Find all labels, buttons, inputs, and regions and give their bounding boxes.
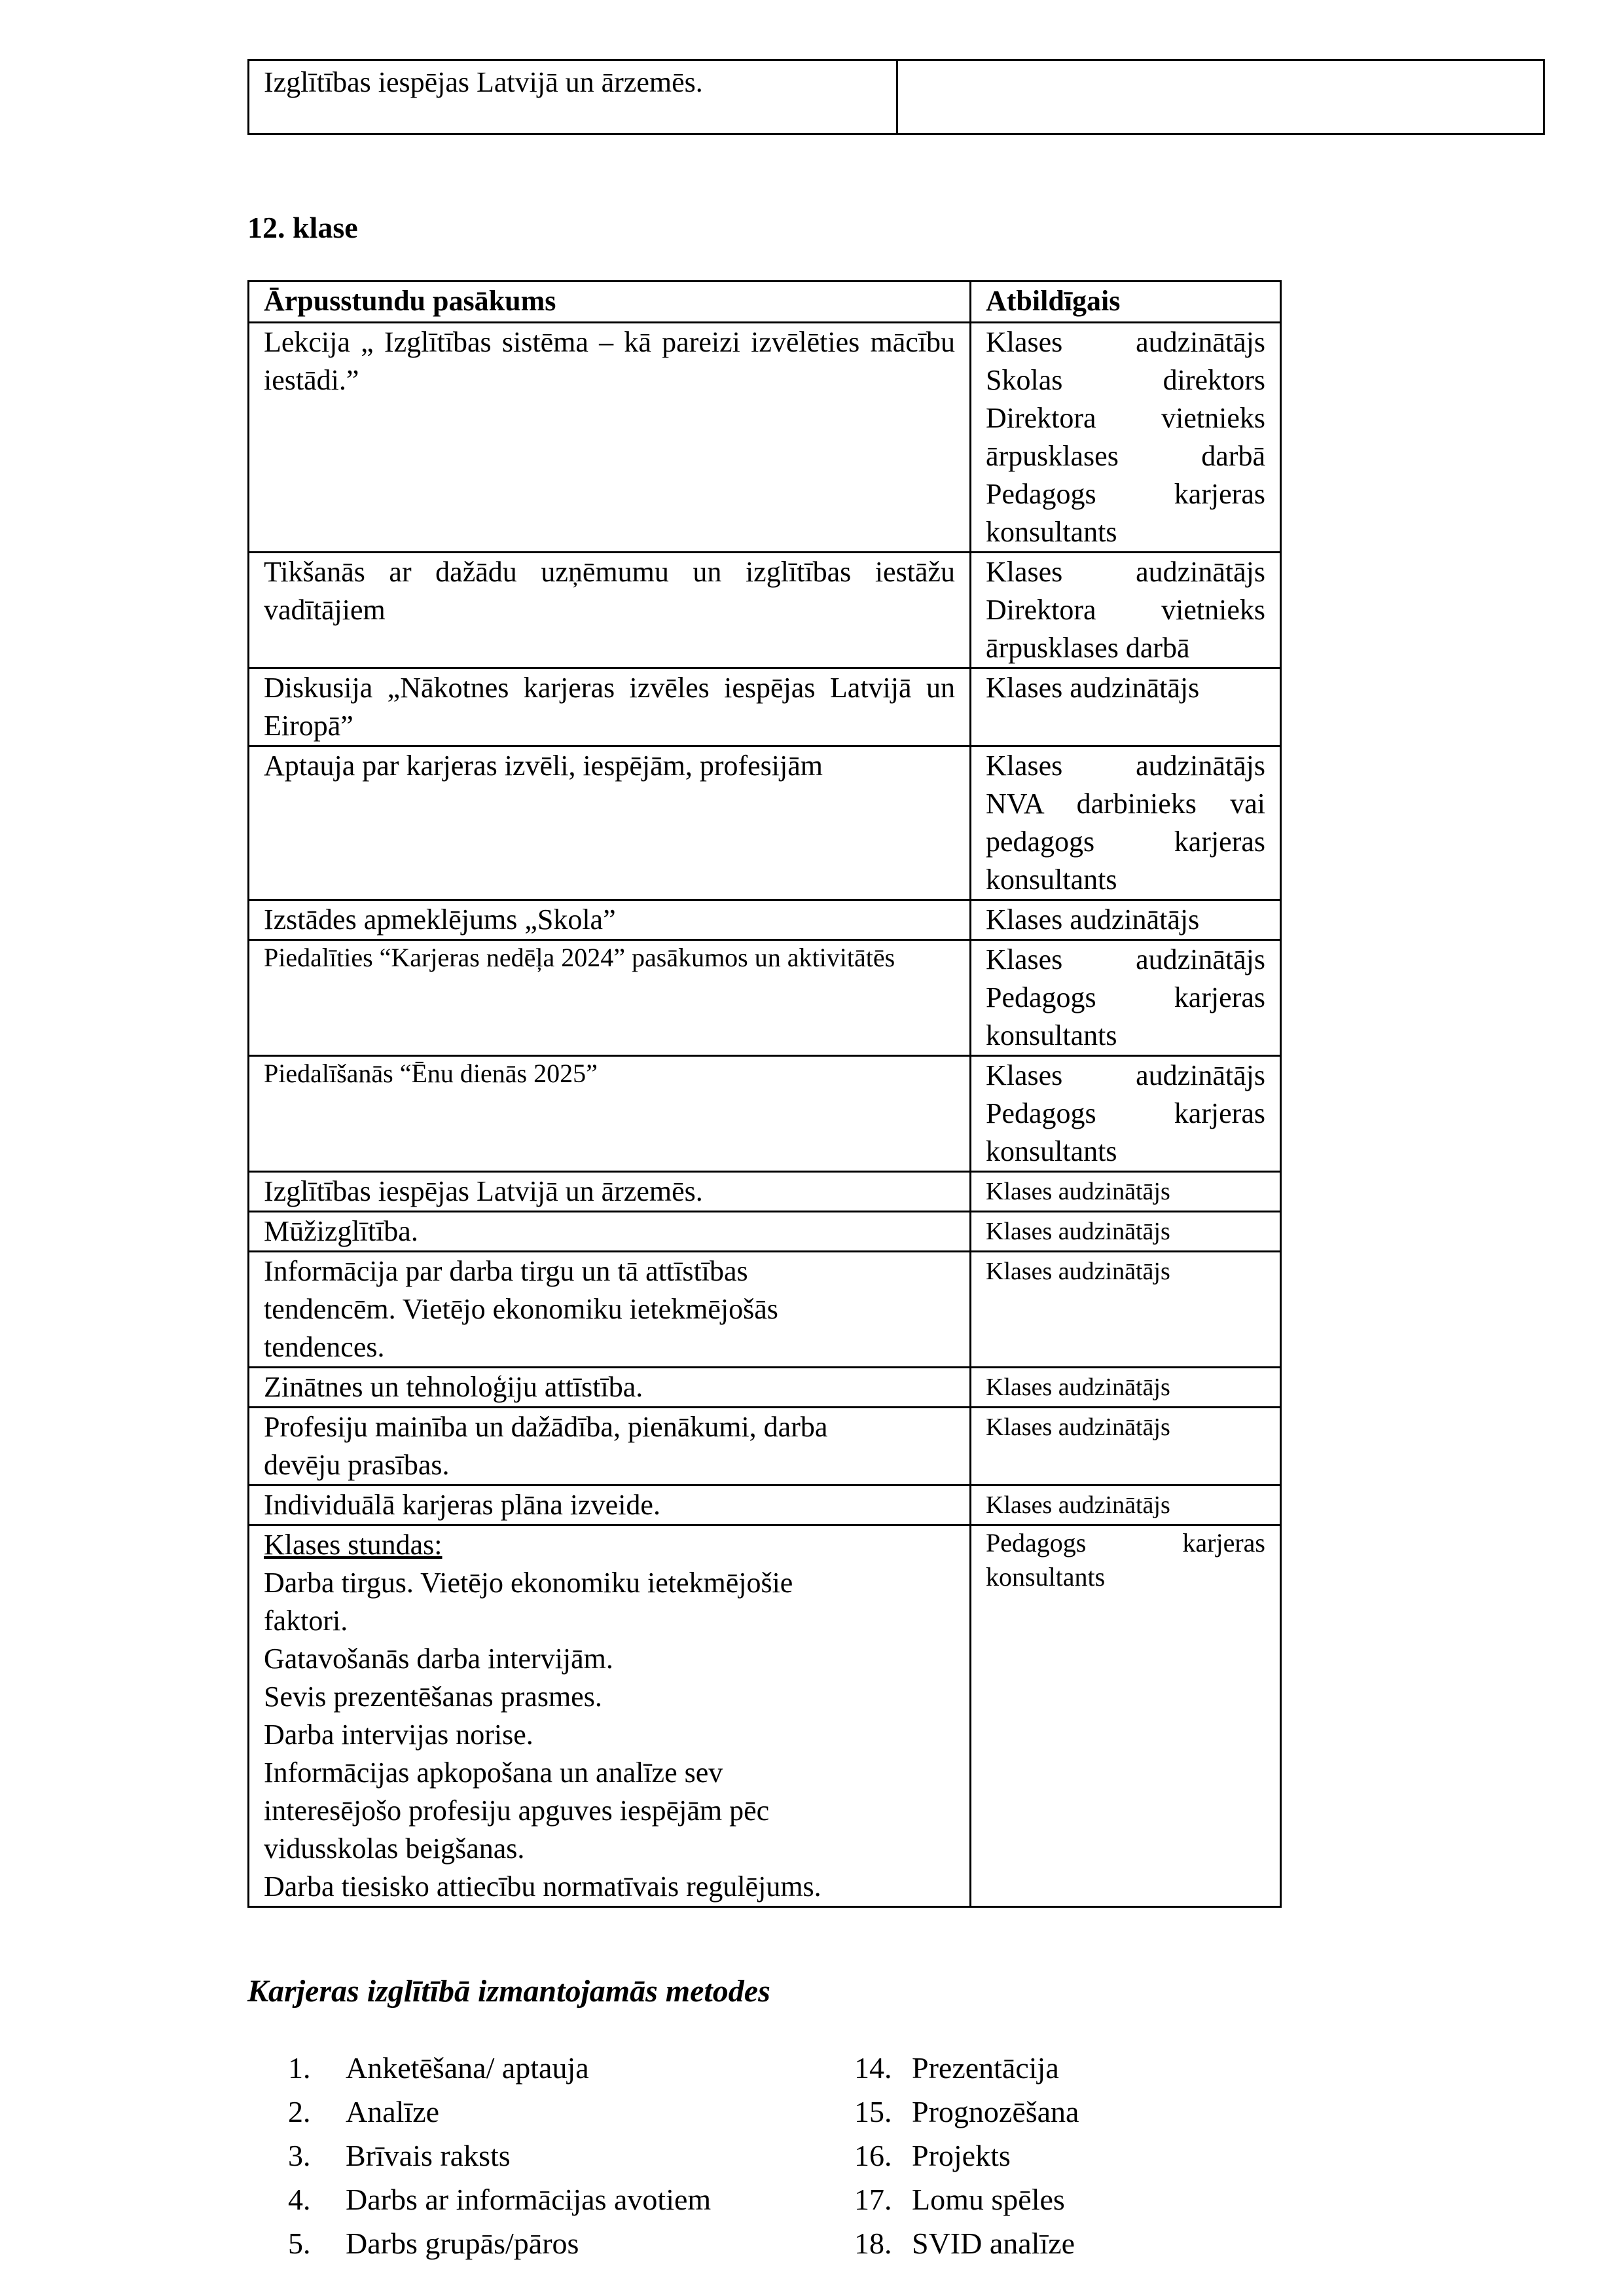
activity-cell bbox=[249, 323, 971, 553]
responsible-cell bbox=[971, 1408, 1281, 1485]
responsible-line: Klases audzinātājs bbox=[986, 750, 1265, 782]
table-header-row bbox=[249, 282, 1281, 323]
responsible-line: Pedagogs karjeras bbox=[986, 1097, 1265, 1129]
activity-cell bbox=[249, 1485, 971, 1525]
table-row bbox=[249, 1368, 1281, 1408]
method-item bbox=[288, 2046, 711, 2090]
activity-cell bbox=[249, 1212, 971, 1252]
activity-line: tendencēm. Vietējo ekonomiku ietekmējošās bbox=[264, 1293, 778, 1325]
table-row bbox=[249, 553, 1281, 668]
method-number: 15. bbox=[854, 2095, 892, 2128]
previous-table bbox=[247, 59, 1545, 135]
method-text: Projekts bbox=[912, 2139, 1011, 2172]
responsible-cell bbox=[971, 323, 1281, 553]
activity-text: Izstādes apmeklējums „Skola” bbox=[264, 903, 616, 936]
method-number: 14. bbox=[854, 2051, 892, 2085]
column-header-activity: Ārpusstundu pasākums bbox=[249, 282, 971, 323]
method-number: 17. bbox=[854, 2183, 892, 2216]
method-text: Prezentācija bbox=[912, 2051, 1059, 2085]
table-row bbox=[249, 940, 1281, 1056]
activity-text: Piedalīšanās “Ēnu dienās 2025” bbox=[264, 1059, 598, 1088]
responsible-line: Skolas direktors bbox=[986, 364, 1265, 396]
responsible-line: Klases audzinātājs bbox=[986, 1178, 1170, 1205]
activities-table bbox=[247, 280, 1282, 1908]
table-row bbox=[249, 1056, 1281, 1172]
methods-title: Karjeras izglītībā izmantojamās metodes bbox=[247, 1974, 770, 2009]
responsible-line: pedagogs karjeras bbox=[986, 826, 1265, 858]
responsible-line: Klases audzinātājs bbox=[986, 1218, 1170, 1245]
table-row bbox=[249, 323, 1281, 553]
method-number: 4. bbox=[288, 2183, 311, 2216]
activity-text: Tikšanās ar dažādu uzņēmumu un izglītības iestāžu vadītājiem bbox=[264, 556, 955, 626]
method-number: 1. bbox=[288, 2051, 311, 2085]
responsible-cell bbox=[971, 746, 1281, 900]
activity-text: Individuālā karjeras plāna izveide. bbox=[264, 1489, 660, 1521]
responsible-cell bbox=[971, 1485, 1281, 1525]
class-lessons-heading: Klases stundas: bbox=[264, 1529, 442, 1561]
method-number: 5. bbox=[288, 2227, 311, 2260]
activity-cell bbox=[249, 746, 971, 900]
responsible-line: Klases audzinātājs bbox=[986, 556, 1265, 588]
method-text: Darbs grupās/pāros bbox=[346, 2227, 579, 2260]
table-row bbox=[249, 1172, 1281, 1212]
table-row bbox=[249, 1525, 1281, 1907]
responsible-cell bbox=[971, 1368, 1281, 1408]
responsible-cell bbox=[971, 1212, 1281, 1252]
responsible-line: Klases audzinātājs bbox=[986, 1374, 1170, 1401]
responsible-line: Pedagogs karjeras bbox=[986, 478, 1265, 510]
method-item bbox=[288, 2178, 711, 2221]
responsible-line: Direktora vietnieks bbox=[986, 402, 1265, 434]
table-row bbox=[249, 1252, 1281, 1368]
method-item bbox=[854, 2221, 1079, 2265]
table-row bbox=[249, 746, 1281, 900]
activity-cell bbox=[249, 668, 971, 746]
table-cell: Izglītības iespējas Latvijā un ārzemēs. bbox=[249, 60, 897, 134]
method-number: 18. bbox=[854, 2227, 892, 2260]
activity-line: tendences. bbox=[264, 1331, 385, 1363]
activity-line: faktori. bbox=[264, 1605, 348, 1637]
table-row bbox=[249, 668, 1281, 746]
method-item bbox=[854, 2134, 1079, 2178]
activity-text: Lekcija „ Izglītības sistēma – kā pareizi izvēlēties mācību iestādi.” bbox=[264, 326, 955, 396]
activity-line: Darba tiesisko attiecību normatīvais regulējums. bbox=[264, 1870, 821, 1903]
responsible-line: ārpusklases darbā bbox=[986, 632, 1190, 664]
activity-cell bbox=[249, 1252, 971, 1368]
responsible-line: konsultants bbox=[986, 1562, 1106, 1592]
method-item bbox=[288, 2221, 711, 2265]
responsible-line: Direktora vietnieks bbox=[986, 594, 1265, 626]
table-row bbox=[249, 1408, 1281, 1485]
method-number: 2. bbox=[288, 2095, 311, 2128]
responsible-cell bbox=[971, 1172, 1281, 1212]
activity-line: vidusskolas beigšanas. bbox=[264, 1832, 525, 1865]
responsible-line: ārpusklases darbā bbox=[986, 440, 1265, 472]
responsible-line: NVA darbinieks vai bbox=[986, 788, 1265, 820]
method-item bbox=[854, 2178, 1079, 2221]
activity-line: Profesiju mainība un dažādība, pienākumi, darba bbox=[264, 1411, 828, 1443]
table-row bbox=[249, 60, 1544, 134]
activity-text: Aptauja par karjeras izvēli, iespējām, profesijām bbox=[264, 750, 823, 782]
methods-list-left bbox=[288, 2046, 711, 2265]
method-text: Analīze bbox=[346, 2095, 440, 2128]
activity-line: Gatavošanās darba intervijām. bbox=[264, 1643, 613, 1675]
responsible-line: Klases audzinātājs bbox=[986, 1059, 1265, 1091]
activity-line: Informācijas apkopošana un analīze sev bbox=[264, 1757, 723, 1789]
method-item bbox=[854, 2046, 1079, 2090]
responsible-line: Klases audzinātājs bbox=[986, 943, 1265, 975]
responsible-line: Klases audzinātājs bbox=[986, 326, 1265, 358]
activity-cell bbox=[249, 1056, 971, 1172]
table-row bbox=[249, 900, 1281, 940]
responsible-line: Klases audzinātājs bbox=[986, 1491, 1170, 1519]
activity-cell bbox=[249, 900, 971, 940]
method-text: SVID analīze bbox=[912, 2227, 1075, 2260]
responsible-cell bbox=[971, 1056, 1281, 1172]
activity-cell bbox=[249, 1172, 971, 1212]
method-text: Anketēšana/ aptauja bbox=[346, 2051, 589, 2085]
method-number: 16. bbox=[854, 2139, 892, 2172]
method-text: Brīvais raksts bbox=[346, 2139, 511, 2172]
activity-line: Sevis prezentēšanas prasmes. bbox=[264, 1681, 602, 1713]
table-row bbox=[249, 1212, 1281, 1252]
activity-cell bbox=[249, 1408, 971, 1485]
responsible-line: Klases audzinātājs bbox=[986, 903, 1200, 936]
activity-cell bbox=[249, 1525, 971, 1907]
activity-line: Informācija par darba tirgu un tā attīstības bbox=[264, 1255, 748, 1287]
method-item bbox=[288, 2134, 711, 2178]
activity-text: Izglītības iespējas Latvijā un ārzemēs. bbox=[264, 1175, 703, 1207]
methods-list-right bbox=[854, 2046, 1079, 2265]
activity-text: Zinātnes un tehnoloģiju attīstība. bbox=[264, 1371, 643, 1403]
activity-cell bbox=[249, 1368, 971, 1408]
responsible-cell bbox=[971, 1252, 1281, 1368]
activity-text: Diskusija „Nākotnes karjeras izvēles iespējas Latvijā un Eiropā” bbox=[264, 672, 955, 742]
activity-line: Darba intervijas norise. bbox=[264, 1719, 533, 1751]
responsible-line: Pedagogs karjeras bbox=[986, 981, 1265, 1013]
method-text: Prognozēšana bbox=[912, 2095, 1079, 2128]
section-heading: 12. klase bbox=[247, 211, 358, 244]
column-header-responsible: Atbildīgais bbox=[971, 282, 1281, 323]
table-cell bbox=[897, 60, 1544, 134]
method-number: 3. bbox=[288, 2139, 311, 2172]
table-row bbox=[249, 1485, 1281, 1525]
responsible-line: konsultants bbox=[986, 1019, 1117, 1051]
activity-text: Mūžizglītība. bbox=[264, 1215, 418, 1247]
responsible-cell bbox=[971, 900, 1281, 940]
method-item bbox=[854, 2090, 1079, 2134]
responsible-line: Pedagogs karjeras bbox=[986, 1528, 1265, 1558]
method-text: Darbs ar informācijas avotiem bbox=[346, 2183, 712, 2216]
activity-line: devēju prasības. bbox=[264, 1449, 450, 1481]
responsible-line: Klases audzinātājs bbox=[986, 1413, 1170, 1441]
responsible-line: Klases audzinātājs bbox=[986, 672, 1200, 704]
activity-text: Piedalīties “Karjeras nedēļa 2024” pasākumos un aktivitātēs bbox=[264, 943, 895, 972]
responsible-line: Klases audzinātājs bbox=[986, 1258, 1170, 1285]
responsible-cell bbox=[971, 553, 1281, 668]
method-item bbox=[288, 2090, 711, 2134]
responsible-line: konsultants bbox=[986, 516, 1117, 548]
responsible-line: konsultants bbox=[986, 1135, 1117, 1167]
activity-cell bbox=[249, 553, 971, 668]
activity-cell bbox=[249, 940, 971, 1056]
method-text: Lomu spēles bbox=[912, 2183, 1065, 2216]
responsible-cell bbox=[971, 668, 1281, 746]
responsible-cell bbox=[971, 940, 1281, 1056]
activity-line: interesējošo profesiju apguves iespējām pēc bbox=[264, 1795, 770, 1827]
responsible-line: konsultants bbox=[986, 864, 1117, 896]
activity-line: Darba tirgus. Vietējo ekonomiku ietekmējošie bbox=[264, 1567, 793, 1599]
responsible-cell bbox=[971, 1525, 1281, 1907]
